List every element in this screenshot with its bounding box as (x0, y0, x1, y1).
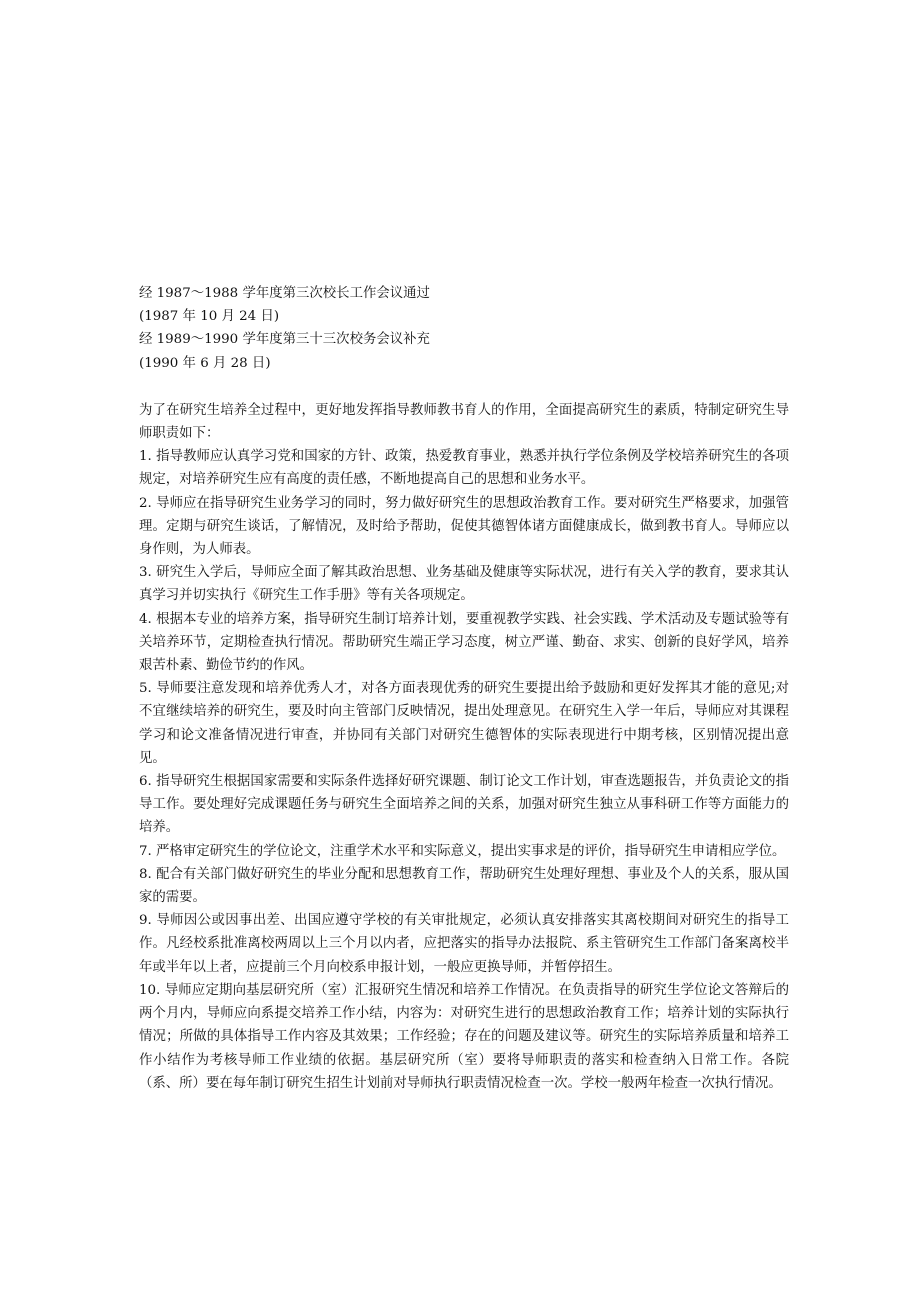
duty-item-5: 5. 导师要注意发现和培养优秀人才，对各方面表现优秀的研究生要提出给予鼓励和更好发挥其才能的意见;对不宜继续培养的研究生，要及时向主管部门反映情况，提出处理意见。在研究生入学一年后，导师应对其课程学习和论文准备情况进行审查，并协同有关部门对研究生德智体的实际表现进行中期考核，区别情况提出意见。 (139, 681, 789, 766)
duty-item-2: 2. 导师应在指导研究生业务学习的同时，努力做好研究生的思想政治教育工作。要对研究生严格要求，加强管理。定期与研究生谈话，了解情况，及时给予帮助，促使其德智体诸方面健康成长，做到教书育人。导师应以身作则，为人师表。 (139, 495, 789, 558)
duty-item-7: 7. 严格审定研究生的学位论文，注重学术水平和实际意义，提出实事求是的评价，指导研究生申请相应学位。 (139, 843, 786, 859)
section-spacer (139, 375, 789, 399)
intro-paragraph: 为了在研究生培养全过程中，更好地发挥指导教师教书育人的作用，全面提高研究生的素质，特制定研究生导师职责如下： (139, 402, 789, 442)
duty-item-8: 8. 配合有关部门做好研究生的毕业分配和思想教育工作，帮助研究生处理好理想、事业及个人的关系，服从国家的需要。 (139, 866, 789, 906)
approval-date-1: (1987 年 10 月 24 日) (139, 309, 280, 325)
duty-item-4: 4. 根据本专业的培养方案，指导研究生制订培养计划，要重视教学实践、社会实践、学术活动及专题试验等有关培养环节，定期检查执行情况。帮助研究生端正学习态度，树立严谨、勤奋、求实、创新的良好学风，培养艰苦朴素、勤俭节约的作风。 (139, 611, 789, 674)
document-body (139, 282, 789, 1095)
duty-item-1: 1. 指导教师应认真学习党和国家的方针、政策，热爱教育事业，熟悉并执行学位条例及学校培养研究生的各项规定，对培养研究生应有高度的责任感，不断地提高自己的思想和业务水平。 (139, 449, 789, 488)
duty-item-6: 6. 指导研究生根据国家需要和实际条件选择好研究课题、制订论文工作计划，审查选题报告，并负责论文的指导工作。要处理好完成课题任务与研究生全面培养之间的关系，加强对研究生独立从事科研工作等方面能力的培养。 (139, 774, 789, 836)
duty-item-9: 9. 导师因公或因事出差、出国应遵守学校的有关审批规定，必须认真安排落实其离校期间对研究生的指导工作。凡经校系批准离校两周以上三个月以内者，应把落实的指导办法报院、系主管研究生工作部门备案离校半年或半年以上者，应提前三个月向校系申报计划，一般应更换导师，并暂停招生。 (139, 913, 789, 975)
supplement-line-2: 经 1989～1990 学年度第三十三次校务会议补充 (139, 332, 430, 348)
duty-item-10: 10. 导师应定期向基层研究所（室）汇报研究生情况和培养工作情况。在负责指导的研究生学位论文答辩后的两个月内，导师应向系提交培养工作小结，内容为：对研究生进行的思想政治教育工作；培养计划的实际执行情况；所做的具体指导工作内容及其效果；工作经验；存在的问题及建议等。研究生的实际培养质量和培养工作小结作为考核导师工作业绩的依据。基层研究所（室）要将导师职责的落实和检查纳入日常工作。各院（系、所）要在每年制订研究生招生计划前对导师执行职责情况检查一次。学校一般两年检查一次执行情况。 (139, 982, 789, 1091)
duty-item-3: 3. 研究生入学后，导师应全面了解其政治思想、业务基础及健康等实际状况，进行有关入学的教育，要求其认真学习并切实执行《研究生工作手册》等有关各项规定。 (139, 565, 789, 604)
supplement-date-2: (1990 年 6 月 28 日) (139, 355, 271, 371)
approval-line-1: 经 1987～1988 学年度第三次校长工作会议通过 (139, 286, 430, 301)
